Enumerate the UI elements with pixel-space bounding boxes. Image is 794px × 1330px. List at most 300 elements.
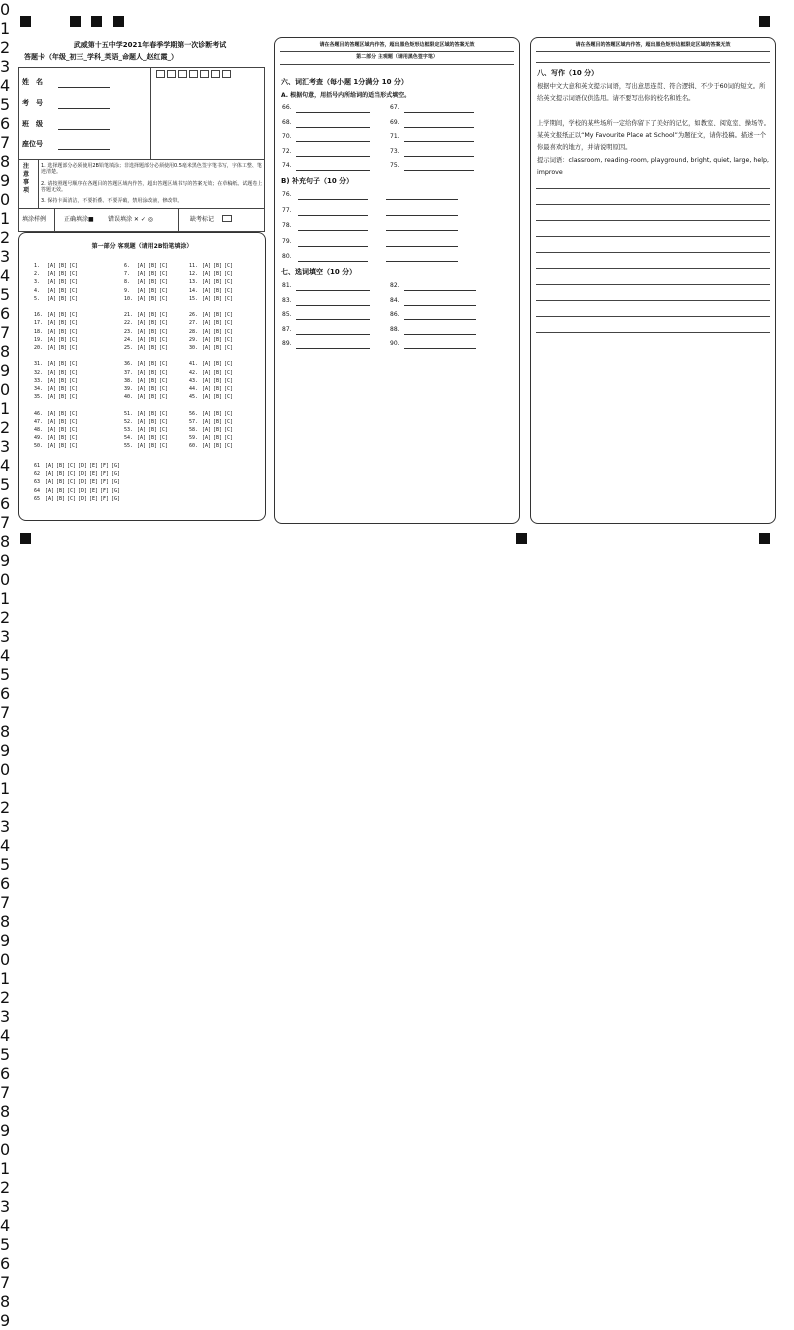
mc-option[interactable]: [A] [201,295,212,302]
mc-option[interactable]: [C] [223,263,234,269]
mc-option[interactable]: [B] [57,320,68,327]
class-field[interactable] [58,129,110,130]
mc-option[interactable]: [B] [212,328,223,335]
mc-option[interactable]: [C] [66,479,77,486]
mc-option[interactable]: [C] [68,320,79,327]
mc-option[interactable]: [C] [223,336,234,343]
mc-option[interactable]: [B] [212,418,223,425]
mc-option[interactable]: [B] [212,320,223,327]
mc-option[interactable]: [A] [201,263,212,269]
mc-option[interactable]: [C] [68,427,79,433]
mc-option[interactable]: [A] [136,328,147,335]
answer-blank[interactable] [298,261,368,262]
mc-option[interactable]: [F] [99,471,110,478]
mc-question-row[interactable] [34,394,79,401]
mc-question-row[interactable] [34,496,121,503]
mc-option[interactable]: [C] [158,377,169,384]
mc-option[interactable]: [C] [158,361,169,368]
mc-option[interactable]: [B] [212,394,223,401]
answer-blank[interactable] [404,112,474,113]
mc-option[interactable]: [B] [147,361,158,368]
id-digit-option[interactable]: 2 [0,418,11,437]
writing-line[interactable] [536,236,770,237]
answer-blank[interactable] [404,334,476,335]
mc-option[interactable]: [C] [223,312,234,319]
id-digit-option[interactable]: 4 [0,836,11,855]
mc-option[interactable]: [A] [201,336,212,343]
mc-option[interactable]: [A] [46,443,57,450]
mc-option[interactable]: [B] [147,295,158,302]
id-digit-option[interactable]: 0 [0,380,11,399]
id-digit-option[interactable]: 2 [0,798,11,817]
mc-option[interactable]: [E] [88,463,99,469]
mc-question-row[interactable] [34,370,79,377]
id-digit-option[interactable]: 1 [0,399,11,418]
id-digit-option[interactable]: 0 [0,760,11,779]
mc-option[interactable]: [A] [201,418,212,425]
mc-option[interactable]: [A] [46,287,57,294]
id-digit-option[interactable]: 1 [0,969,11,988]
mc-option[interactable]: [A] [136,312,147,319]
id-digit-box[interactable] [189,70,198,78]
mc-option[interactable]: [A] [46,336,57,343]
mc-question-row[interactable] [189,288,234,295]
mc-option[interactable]: [C] [223,287,234,294]
id-digit-box[interactable] [167,70,176,78]
mc-question-row[interactable] [189,411,234,418]
mc-option[interactable]: [A] [201,328,212,335]
mc-option[interactable]: [A] [136,271,147,278]
mc-question-row[interactable] [124,320,169,327]
mc-option[interactable]: [C] [68,369,79,376]
mc-option[interactable]: [C] [223,443,234,450]
mc-option[interactable]: [B] [212,435,223,442]
mc-option[interactable]: [C] [158,295,169,302]
mc-option[interactable]: [B] [212,377,223,384]
mc-option[interactable]: [B] [57,263,68,269]
mc-option[interactable]: [D] [77,487,88,494]
mc-option[interactable]: [A] [46,263,57,269]
id-digit-option[interactable]: 4 [0,76,11,95]
mc-option[interactable]: [C] [158,418,169,425]
answer-blank[interactable] [386,261,458,262]
mc-option[interactable]: [A] [46,418,57,425]
mc-option[interactable]: [C] [223,377,234,384]
mc-option[interactable]: [B] [57,295,68,302]
mc-option[interactable]: [A] [46,312,57,319]
mc-option[interactable]: [A] [46,345,57,351]
id-digit-option[interactable]: 5 [0,855,11,874]
mc-option[interactable]: [B] [55,495,66,502]
mc-option[interactable]: [C] [158,386,169,392]
mc-question-row[interactable] [34,263,79,270]
mc-question-row[interactable] [34,337,79,344]
mc-option[interactable]: [G] [110,471,121,478]
mc-option[interactable]: [C] [158,410,169,417]
mc-option[interactable]: [B] [57,394,68,401]
id-digit-option[interactable]: 7 [0,1273,11,1292]
writing-line[interactable] [536,188,770,189]
answer-blank[interactable] [296,112,370,113]
answer-blank[interactable] [404,290,476,291]
mc-option[interactable]: [B] [147,320,158,327]
writing-line[interactable] [536,252,770,253]
id-digit-option[interactable]: 0 [0,190,11,209]
mc-option[interactable]: [A] [46,271,57,278]
id-digit-option[interactable]: 6 [0,684,11,703]
mc-option[interactable]: [B] [57,443,68,450]
id-digit-option[interactable]: 8 [0,1102,11,1121]
id-digit-option[interactable]: 9 [0,1121,11,1140]
mc-option[interactable]: [A] [201,345,212,351]
mc-question-row[interactable] [189,345,234,352]
mc-option[interactable]: [C] [158,279,169,286]
mc-option[interactable]: [B] [212,271,223,278]
id-digit-option[interactable]: 6 [0,304,11,323]
mc-option[interactable]: [B] [147,287,158,294]
mc-option[interactable]: [B] [147,345,158,351]
id-digit-option[interactable]: 0 [0,1140,11,1159]
id-digit-option[interactable]: 4 [0,646,11,665]
mc-option[interactable]: [A] [46,328,57,335]
mc-question-row[interactable] [34,312,79,319]
id-digit-option[interactable]: 9 [0,741,11,760]
mc-option[interactable]: [C] [158,345,169,351]
mc-option[interactable]: [D] [77,463,88,469]
mc-option[interactable]: [B] [147,394,158,401]
id-digit-option[interactable]: 1 [0,1159,11,1178]
mc-option[interactable]: [A] [46,369,57,376]
mc-question-row[interactable] [189,386,234,393]
mc-option[interactable]: [C] [158,336,169,343]
mc-option[interactable]: [A] [136,386,147,392]
answer-blank[interactable] [296,305,370,306]
mc-question-row[interactable] [124,288,169,295]
id-digit-option[interactable]: 3 [0,247,11,266]
mc-option[interactable]: [A] [136,443,147,450]
mc-question-row[interactable] [189,337,234,344]
id-digit-option[interactable]: 8 [0,532,11,551]
mc-option[interactable]: [C] [223,394,234,401]
mc-option[interactable]: [C] [68,443,79,450]
answer-blank[interactable] [404,141,474,142]
id-digit-option[interactable]: 3 [0,1007,11,1026]
mc-option[interactable]: [F] [99,487,110,494]
mc-question-row[interactable] [189,361,234,368]
mc-option[interactable]: [A] [46,361,57,368]
answer-blank[interactable] [296,156,370,157]
mc-option[interactable]: [A] [136,369,147,376]
id-digit-option[interactable]: 1 [0,19,11,38]
mc-option[interactable]: [A] [201,320,212,327]
mc-option[interactable]: [A] [136,295,147,302]
mc-question-row[interactable] [124,279,169,286]
mc-option[interactable]: [A] [46,386,57,392]
mc-option[interactable]: [A] [201,279,212,286]
mc-question-row[interactable] [34,471,121,478]
mc-question-row[interactable] [124,378,169,385]
answer-blank[interactable] [386,246,458,247]
mc-option[interactable]: [B] [57,361,68,368]
absent-mark-box[interactable] [222,215,232,222]
mc-option[interactable]: [C] [158,369,169,376]
mc-option[interactable]: [A] [201,287,212,294]
mc-option[interactable]: [C] [223,369,234,376]
mc-option[interactable]: [A] [46,394,57,401]
writing-line[interactable] [536,284,770,285]
mc-option[interactable]: [G] [110,495,121,502]
mc-question-row[interactable] [34,419,79,426]
mc-option[interactable]: [C] [223,328,234,335]
id-field[interactable] [58,108,110,109]
mc-option[interactable]: [A] [136,427,147,433]
mc-option[interactable]: [C] [68,336,79,343]
mc-question-row[interactable] [124,394,169,401]
id-digit-option[interactable]: 8 [0,342,11,361]
id-digit-option[interactable]: 2 [0,1178,11,1197]
id-digit-option[interactable]: 5 [0,665,11,684]
mc-option[interactable]: [D] [77,479,88,486]
mc-option[interactable]: [A] [136,394,147,401]
mc-question-row[interactable] [189,394,234,401]
mc-option[interactable]: [B] [57,279,68,286]
id-digit-box[interactable] [211,70,220,78]
mc-option[interactable]: [A] [46,410,57,417]
id-digit-option[interactable]: 7 [0,703,11,722]
mc-option[interactable]: [C] [158,312,169,319]
id-digit-option[interactable]: 3 [0,627,11,646]
mc-option[interactable]: [C] [223,320,234,327]
mc-question-row[interactable] [189,378,234,385]
answer-blank[interactable] [298,230,368,231]
mc-question-row[interactable] [189,329,234,336]
mc-option[interactable]: [A] [44,495,55,502]
mc-option[interactable]: [B] [57,336,68,343]
mc-option[interactable]: [A] [44,471,55,478]
mc-option[interactable]: [C] [68,435,79,442]
mc-option[interactable]: [D] [77,495,88,502]
mc-option[interactable]: [B] [212,336,223,343]
mc-option[interactable]: [A] [136,435,147,442]
id-digit-option[interactable]: 6 [0,874,11,893]
mc-option[interactable]: [C] [223,271,234,278]
answer-blank[interactable] [296,141,370,142]
mc-question-row[interactable] [124,296,169,303]
mc-question-row[interactable] [34,288,79,295]
id-digit-option[interactable]: 9 [0,1311,11,1330]
mc-option[interactable]: [F] [99,495,110,502]
mc-option[interactable]: [B] [57,410,68,417]
id-digit-option[interactable]: 9 [0,171,11,190]
id-digit-option[interactable]: 1 [0,209,11,228]
mc-option[interactable]: [C] [223,295,234,302]
mc-option[interactable]: [A] [46,427,57,433]
id-digit-option[interactable]: 7 [0,1083,11,1102]
id-digit-column[interactable] [0,950,794,1140]
mc-question-row[interactable] [34,361,79,368]
mc-question-row[interactable] [124,427,169,434]
answer-blank[interactable] [386,199,458,200]
mc-option[interactable]: [G] [110,479,121,486]
mc-option[interactable]: [C] [68,345,79,351]
mc-option[interactable]: [B] [212,361,223,368]
mc-option[interactable]: [B] [147,418,158,425]
mc-option[interactable]: [C] [66,487,77,494]
mc-option[interactable]: [C] [223,345,234,351]
mc-option[interactable]: [A] [201,435,212,442]
mc-option[interactable]: [B] [57,271,68,278]
mc-option[interactable]: [A] [201,377,212,384]
mc-option[interactable]: [B] [57,377,68,384]
id-digit-option[interactable]: 5 [0,475,11,494]
mc-option[interactable]: [C] [223,386,234,392]
mc-question-row[interactable] [124,435,169,442]
id-digit-column[interactable] [0,570,794,760]
mc-option[interactable]: [B] [147,443,158,450]
id-digit-option[interactable]: 1 [0,779,11,798]
mc-option[interactable]: [B] [57,427,68,433]
mc-option[interactable]: [B] [212,295,223,302]
id-digit-option[interactable]: 4 [0,1216,11,1235]
mc-question-row[interactable] [34,479,121,486]
mc-option[interactable]: [C] [158,443,169,450]
mc-option[interactable]: [E] [88,495,99,502]
mc-option[interactable]: [C] [158,328,169,335]
mc-option[interactable]: [A] [136,279,147,286]
mc-question-row[interactable] [124,271,169,278]
mc-option[interactable]: [B] [212,279,223,286]
mc-option[interactable]: [B] [212,427,223,433]
id-digit-option[interactable]: 5 [0,1235,11,1254]
mc-option[interactable]: [F] [99,463,110,469]
mc-question-row[interactable] [189,296,234,303]
mc-option[interactable]: [C] [158,271,169,278]
writing-line[interactable] [536,268,770,269]
mc-option[interactable]: [C] [68,410,79,417]
id-digit-option[interactable]: 9 [0,931,11,950]
mc-option[interactable]: [B] [57,287,68,294]
mc-option[interactable]: [B] [147,369,158,376]
mc-option[interactable]: [A] [46,435,57,442]
mc-option[interactable]: [A] [136,377,147,384]
mc-option[interactable]: [C] [66,495,77,502]
mc-option[interactable]: [A] [201,427,212,433]
mc-option[interactable]: [A] [201,394,212,401]
mc-question-row[interactable] [189,435,234,442]
mc-option[interactable]: [C] [68,377,79,384]
id-digit-box[interactable] [156,70,165,78]
mc-option[interactable]: [B] [147,435,158,442]
mc-option[interactable]: [A] [136,410,147,417]
mc-option[interactable]: [C] [68,394,79,401]
mc-option[interactable]: [C] [223,361,234,368]
id-digit-option[interactable]: 6 [0,114,11,133]
mc-question-row[interactable] [34,296,79,303]
mc-option[interactable]: [C] [223,427,234,433]
id-digit-option[interactable]: 7 [0,133,11,152]
id-digit-option[interactable]: 3 [0,437,11,456]
answer-blank[interactable] [404,156,474,157]
id-digit-option[interactable]: 8 [0,1292,11,1311]
mc-option[interactable]: [B] [212,369,223,376]
mc-option[interactable]: [C] [158,427,169,433]
mc-option[interactable]: [A] [136,345,147,351]
mc-option[interactable]: [B] [212,263,223,269]
mc-option[interactable]: [A] [201,361,212,368]
mc-option[interactable]: [A] [46,279,57,286]
mc-option[interactable]: [C] [68,263,79,269]
mc-option[interactable]: [C] [223,435,234,442]
mc-option[interactable]: [B] [57,435,68,442]
id-digit-option[interactable]: 3 [0,57,11,76]
mc-option[interactable]: [C] [68,279,79,286]
mc-option[interactable]: [B] [212,443,223,450]
mc-option[interactable]: [B] [147,328,158,335]
mc-question-row[interactable] [34,463,121,470]
id-digit-option[interactable]: 2 [0,228,11,247]
id-digit-option[interactable]: 3 [0,1197,11,1216]
id-digit-option[interactable]: 8 [0,912,11,931]
mc-question-row[interactable] [34,411,79,418]
mc-option[interactable]: [A] [136,263,147,269]
mc-option[interactable]: [C] [68,328,79,335]
mc-option[interactable]: [E] [88,479,99,486]
answer-blank[interactable] [404,170,474,171]
id-digit-option[interactable]: 4 [0,456,11,475]
id-digit-option[interactable]: 6 [0,1064,11,1083]
answer-blank[interactable] [298,215,368,216]
mc-option[interactable]: [C] [158,263,169,269]
mc-option[interactable]: [B] [57,418,68,425]
mc-option[interactable]: [A] [136,336,147,343]
writing-line[interactable] [536,204,770,205]
mc-option[interactable]: [C] [158,435,169,442]
answer-blank[interactable] [298,246,368,247]
id-digit-column[interactable] [0,760,794,950]
answer-blank[interactable] [386,215,458,216]
mc-option[interactable]: [C] [223,410,234,417]
mc-option[interactable]: [B] [57,328,68,335]
mc-option[interactable]: [G] [110,487,121,494]
mc-question-row[interactable] [124,370,169,377]
id-digit-column[interactable] [0,1140,794,1330]
mc-option[interactable]: [D] [77,471,88,478]
mc-option[interactable]: [B] [212,410,223,417]
answer-blank[interactable] [404,305,476,306]
mc-option[interactable]: [C] [158,320,169,327]
writing-line[interactable] [536,316,770,317]
answer-blank[interactable] [386,230,458,231]
mc-question-row[interactable] [124,345,169,352]
mc-option[interactable]: [A] [44,487,55,494]
mc-option[interactable]: [B] [147,263,158,269]
id-digit-option[interactable]: 2 [0,38,11,57]
mc-option[interactable]: [B] [147,271,158,278]
mc-option[interactable]: [B] [212,287,223,294]
mc-option[interactable]: [C] [66,471,77,478]
answer-blank[interactable] [404,127,474,128]
mc-question-row[interactable] [124,329,169,336]
answer-blank[interactable] [296,170,370,171]
mc-option[interactable]: [C] [68,386,79,392]
id-digit-option[interactable]: 1 [0,589,11,608]
mc-option[interactable]: [B] [147,312,158,319]
mc-question-row[interactable] [189,320,234,327]
mc-option[interactable]: [A] [201,443,212,450]
mc-option[interactable]: [A] [201,369,212,376]
mc-option[interactable]: [B] [212,386,223,392]
mc-option[interactable]: [C] [68,361,79,368]
